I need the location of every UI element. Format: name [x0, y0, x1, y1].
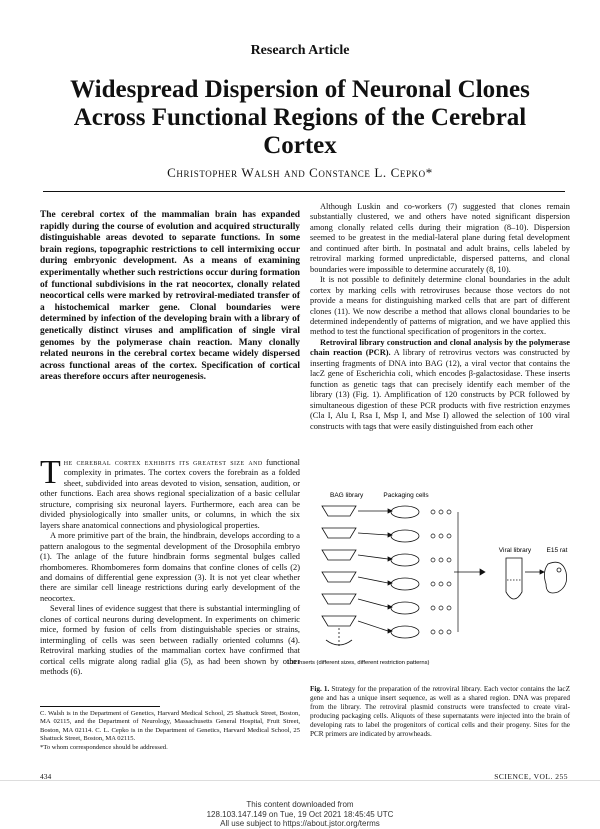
injection-arrow	[525, 570, 544, 574]
footnote-rule	[40, 706, 160, 707]
left-body-column	[40, 454, 300, 678]
lead-in-caps: he cerebral cortex exhibits its greatest size and	[63, 458, 263, 467]
abstract: The cerebral cortex of the mammalian brain has expanded rapidly during the course of evolution and acquired structurally distinguishable areas devoted to separate functions. In some brain regions, topographic restrictions to cell intermixing occur during embryonic development. As a means of examining experimentally whether such restrictions occur during formation of functional subdivisions in the rat neocortex, clonally related neocortical cells were marked by retroviral-mediated transfer of a histochemical marker gene. Clonal boundaries were determined by infection of the developing brain with a library of genetically distinct viruses and amplification of single viral genomes by the polymerase chain reaction. Many clonally related neurons in the cerebral cortex became widely dispersed across functional areas of the cortex. Specification of cortical areas therefore occurs after neurogenesis.	[40, 210, 300, 383]
article-title: Widespread Dispersion of Neuronal Clones Across Functional Regions of the Cerebral Cortex	[70, 76, 530, 159]
packaging-cell-column	[391, 506, 419, 638]
section-heading: Research Article	[250, 43, 350, 58]
figure-caption	[310, 685, 570, 738]
bag-library-label: BAG library	[330, 492, 364, 499]
paragraph-text: functional complexity in primates. The cortex covers the forebrain as a folded sheet, subdivided into areas devoted to vision, sensation, audition, or other functions. Each area shows regional specialization of a basic cellular structure, comprising six neuronal layers. Furthermore, each area can be divided physiologically into smaller units, or columns, in which the six layers share anatomical connections and physiological properties.	[40, 458, 300, 530]
journal-footer: SCIENCE, VOL. 255	[494, 772, 568, 781]
body-paragraph	[310, 338, 570, 432]
jstor-notice	[0, 800, 600, 829]
jstor-line: 128.103.147.149 on Tue, 19 Oct 2021 18:45:45 UTC	[206, 809, 394, 819]
affiliation-footnote: C. Walsh is in the Department of Genetics, Harvard Medical School, 25 Shattuck Street, Boston, MA 02115, and the Department of Neurology, Massachusetts General Hospital, Fruit Street, Boston, MA 02114. C. L. Cepko is in the Department of Genetics, Harvard Medical School, 25 Shattuck Street, Boston, MA 02115.	[40, 710, 300, 743]
correspondence-footnote: *To whom correspondence should be addressed.	[40, 744, 168, 751]
figure-label: Fig. 1.	[310, 685, 330, 693]
page-number: 434	[40, 772, 52, 781]
run-in-heading: Retroviral library construction and clonal analysis by the polymerase chain reaction (PCR).	[310, 337, 570, 358]
author-line: Christopher Walsh and Constance L. Cepko*	[167, 165, 433, 180]
title-rule	[43, 191, 565, 192]
drop-cap: T	[40, 454, 61, 491]
jstor-line: This content downloaded from	[246, 800, 354, 809]
body-paragraph: Although Luskin and co-workers (7) suggested that clones remain substantially clustered, we and others have noted significant dispersion among clonally related cells during their migration (8–10). Dispersion seemed to be greatest in the medial-lateral plane during fetal development and continued after birth. In postnatal and adult brains, cells labeled by retroviral marking formed unpredictable, dispersed patterns, and clonal boundaries were impossible to determine accurately (8, 10).	[310, 202, 570, 274]
viral-library-label: Viral library	[498, 547, 532, 554]
transfer-arrows	[358, 509, 392, 633]
footer-rule	[0, 780, 600, 781]
inserts-label: 100 inserts (different sizes, different restriction patterns)	[286, 660, 430, 666]
body-paragraph: Several lines of evidence suggest that there is substantial intermingling of clones of cortical neurons during development. In experiments on chimeric mice, formed by fusion of cells from distinguishable species or strains, intermingling of cells was seen between radially oriented columns (4). Retroviral marking studies of the mammalian cortex have confirmed that cortical cells migrate along radial glia (5), as had been shown by other methods (6).	[40, 604, 300, 677]
right-body-column	[310, 202, 570, 432]
virus-rows	[431, 510, 485, 634]
tube-icon	[506, 558, 522, 599]
packaging-cells-label: Packaging cells	[383, 492, 429, 499]
plasmid-stack	[322, 506, 356, 648]
figure-1-diagram	[286, 488, 572, 683]
body-paragraph: A more primitive part of the brain, the hindbrain, develops according to a pattern analogous to the segmental development of the Drosophila embryo (1). The anlage of the future hindbrain forms segmental bulges called rhombomeres. Rhombomeres form domains that confine clones of cells (2) and domains of differential gene expression (3). It is not yet clear whether there are similar cell lineage restrictions during early development of the neocortex.	[40, 531, 300, 603]
paragraph-text: A library of retrovirus vectors was constructed by inserting fragments of DNA into BAG (12), a viral vector that contains the lacZ gene of Escherichia coli, which encodes β-galactosidase. These inserts function as genetic tags that can precisely identify each member of the library (13) (Fig. 1). Amplification of 120 constructs by PCR followed by simultaneous digestion of these PCR products with five restriction enzymes (Cla I, Alu I, Rsa I, Msp I, and Mse I) allowed the selection of 100 viral constructs with tags that were easily distinguished from each other	[310, 348, 570, 431]
body-paragraph	[40, 454, 300, 531]
rat-embryo-icon	[544, 562, 566, 593]
body-paragraph: It is not possible to definitely determine clonal boundaries in the adult cortex by marking cells with retroviruses because those vectors do not provide a means for distinguishing marked cells that are part of different clones (11). We now describe a method that allows clonal boundaries to be determined independently of patterns of migration, and we have applied this method to test the functional specification of progenitors in the cortex.	[310, 275, 570, 337]
embryo-label: E15 rat	[546, 547, 568, 554]
jstor-line: All use subject to https://about.jstor.org/terms	[220, 819, 380, 828]
caption-text: Strategy for the preparation of the retroviral library. Each vector contains the lacZ gene and has a unique insert sequence, as well as a shared region. DNA was prepared from the library. The retroviral plasmid constructs were transfected to create viral-producing packaging cells. Aliquots of these supernatants were injected into the brain of developing rats to label the progenitors of cortical cells and their progeny. Sites for the PCR primers are indicated by arrowheads.	[310, 685, 570, 738]
